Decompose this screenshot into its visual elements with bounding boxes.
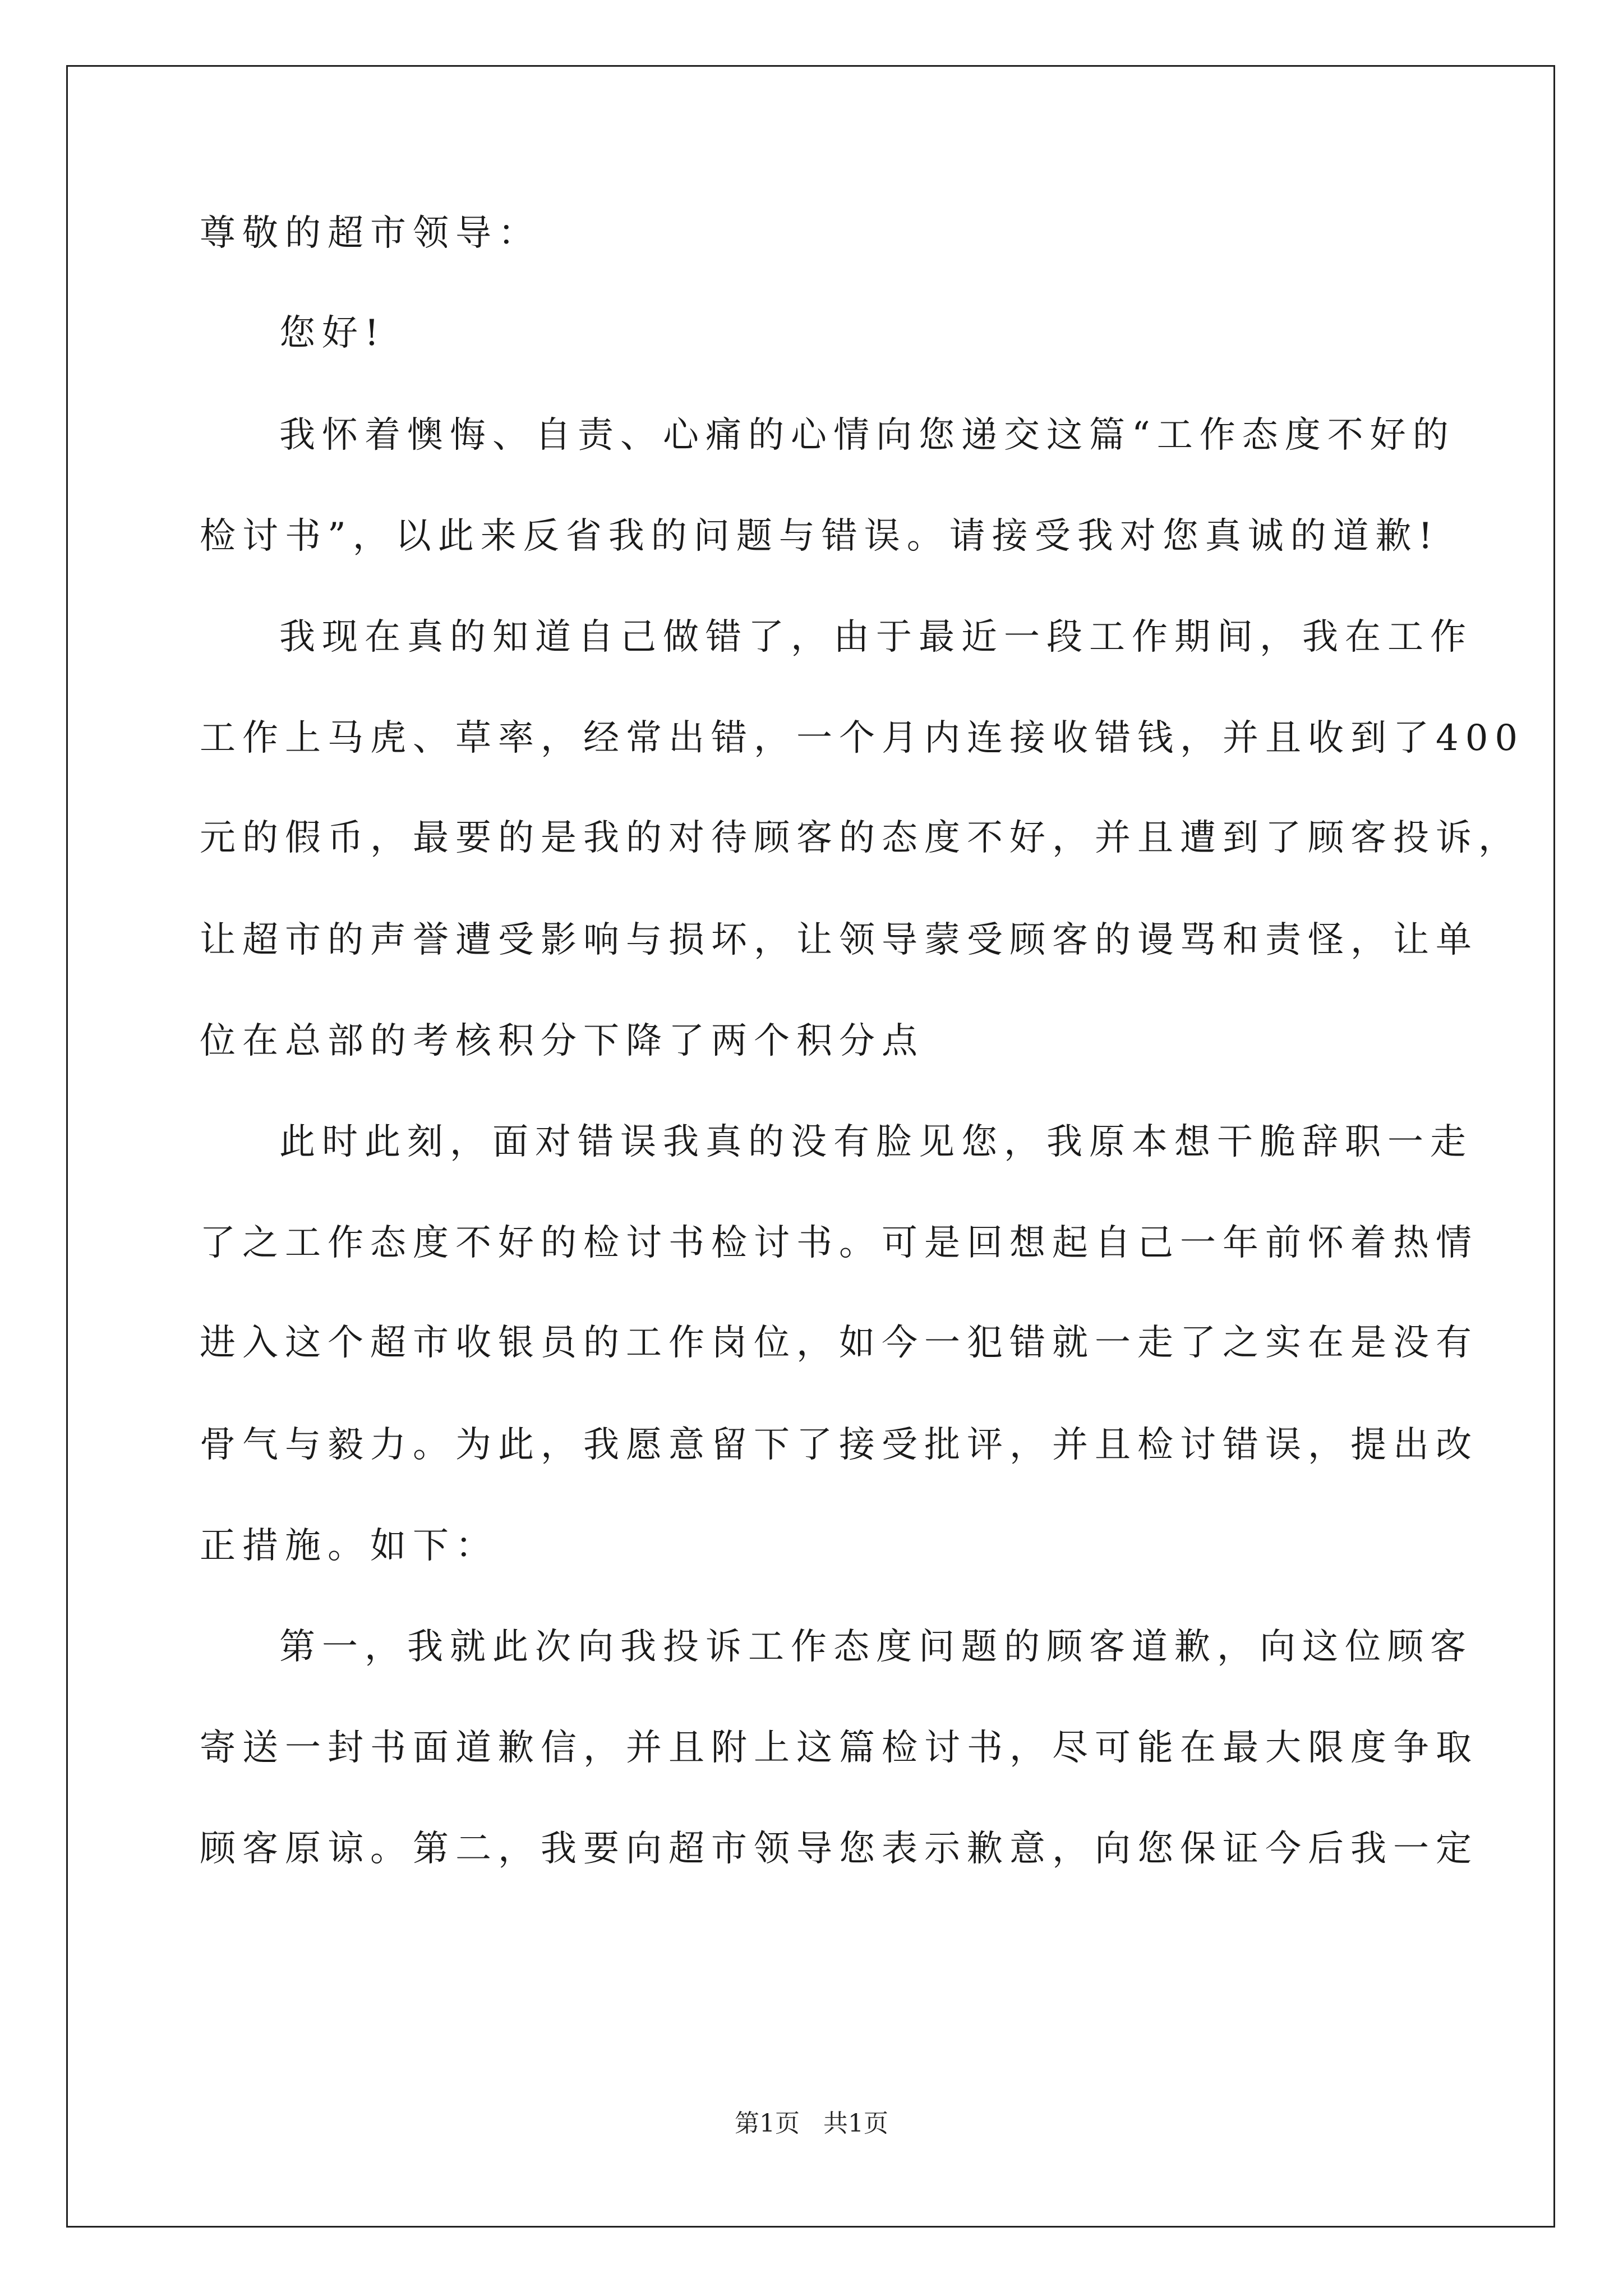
text-line: 工作上马虎、草率，经常出错，一个月内连接收错钱，并且收到了400	[200, 717, 1525, 759]
text-line: 检讨书”，以此来反省我的问题与错误。请接受我对您真诚的道歉!	[200, 516, 1440, 557]
text-line: 了之工作态度不好的检讨书检讨书。可是回想起自己一年前怀着热情	[200, 1222, 1478, 1264]
text-line: 骨气与毅力。为此，我愿意留下了接受批评，并且检讨错误，提出改	[200, 1424, 1478, 1466]
text-line: 我现在真的知道自己做错了，由于最近一段工作期间，我在工作	[279, 616, 1473, 658]
text-line: 寄送一封书面道歉信，并且附上这篇检讨书，尽可能在最大限度争取	[200, 1727, 1478, 1769]
text-line: 元的假币，最要的是我的对待顾客的态度不好，并且遭到了顾客投诉，	[200, 817, 1521, 859]
text-line: 正措施。如下：	[200, 1525, 498, 1567]
text-line: 第一，我就此次向我投诉工作态度问题的顾客道歉，向这位顾客	[279, 1626, 1473, 1668]
text-line: 让超市的声誉遭受影响与损坏，让领导蒙受顾客的谩骂和责怪，让单	[200, 919, 1478, 961]
text-line: 进入这个超市收银员的工作岗位，如今一犯错就一走了之实在是没有	[200, 1322, 1478, 1364]
text-line: 此时此刻，面对错误我真的没有脸见您，我原本想干脆辞职一走	[279, 1121, 1473, 1163]
greeting: 您好!	[279, 312, 386, 354]
salutation: 尊敬的超市领导：	[200, 213, 541, 254]
text-line: 位在总部的考核积分下降了两个积分点	[200, 1020, 924, 1062]
text-line: 我怀着懊悔、自责、心痛的心情向您递交这篇“工作态度不好的	[279, 415, 1455, 456]
text-line: 顾客原谅。第二，我要向超市领导您表示歉意，向您保证今后我一定	[200, 1828, 1478, 1870]
page-footer: 第1页 共1页	[735, 2109, 888, 2138]
